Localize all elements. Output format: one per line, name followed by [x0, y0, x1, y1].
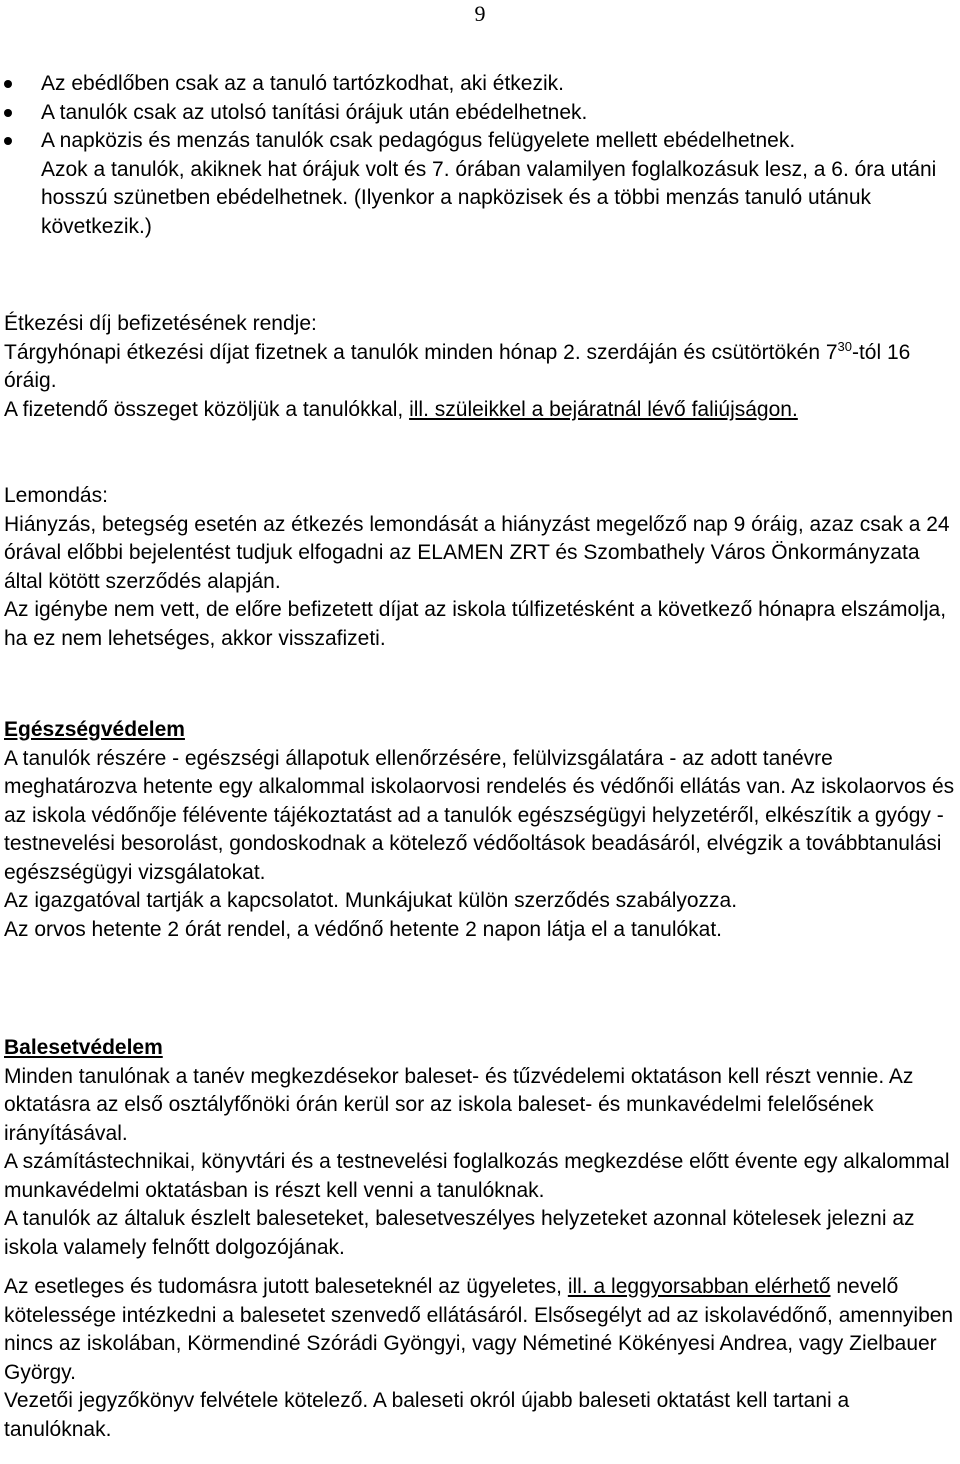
accident-report-paragraph: A tanulók az általuk észlelt baleseteket, balesetveszélyes helyzeteket azonnal kötelesek jelezni az iskola valamely felnőtt dolgozójának.: [4, 1207, 915, 1259]
payment-section: [4, 310, 957, 424]
health-schedule-paragraph: Az orvos hetente 2 órát rendel, a védőnő hetente 2 napon látja el a tanulókat.: [4, 917, 723, 941]
cancellation-section: [4, 482, 957, 653]
accident-yearly-paragraph: A számítástechnikai, könyvtári és a testnevelési foglalkozás megkezdése előtt évente egy alkalommal munkavédelmi oktatásban is részt kell venni a tanulóknak.: [4, 1150, 950, 1202]
first-aid-underlined-text: ill. a leggyorsabban elérhető: [567, 1275, 831, 1298]
page-number: 9: [474, 1, 486, 26]
list-item: [0, 156, 955, 242]
cancellation-paragraph: Hiányzás, betegség esetén az étkezés lemondását a hiányzást megelőző nap 9 óráig, azaz csak a 24 órával előbbi bejelentést tudjuk elfogadni az ELAMEN ZRT és Szombathely Város Önkormányzata által kötött szerződés alapján.: [4, 512, 950, 593]
notice-underlined-text: ill. szüleikkel a bejáratnál lévő faliújságon.: [409, 397, 798, 421]
cancellation-title: Lemondás:: [4, 484, 108, 507]
list-item: [0, 127, 955, 156]
list-item-text: A napközis és menzás tanulók csak pedagógus felügyelete mellett ebédelhetnek.: [41, 129, 796, 152]
bullet-icon: [4, 109, 12, 117]
list-item-text: A tanulók csak az utolsó tanítási órájuk után ebédelhetnek.: [41, 100, 588, 124]
first-aid-paragraph: Az esetleges és tudomásra jutott baleseteknél az ügyeletes, ill. a leggyorsabban elérhető nevelő kötelessége intézkedni a balesetet szenvedő ellátásáról. Elsősegélyt ad az iskolavédőnő, amennyiben nincs az iskolában, Körmendiné Szórádi Gyöngyi, vagy Németiné Kökényesi Andrea, vagy Zielbauer György.: [4, 1275, 954, 1384]
health-contact-paragraph: Az igazgatóval tartják a kapcsolatot. Munkájukat külön szerződés szabályozza.: [4, 889, 738, 912]
list-item-text: Azok a tanulók, akiknek hat órájuk volt és 7. órában valamilyen foglalkozásuk lesz, a 6. óra utáni hosszú szünetben ebédelhetnek. (Ilyenkor a napközisek és a többi menzás tanuló utánuk következik.): [41, 157, 937, 238]
list-item-text: Az ebédlőben csak az a tanuló tartózkodhat, aki étkezik.: [41, 72, 564, 95]
list-item: [0, 70, 955, 99]
protocol-paragraph: Vezetői jegyzőkönyv felvétele kötelező. A baleseti okról újabb baleseti oktatást kell tartani a tanulóknak.: [4, 1389, 850, 1441]
bullet-icon: [4, 80, 12, 88]
accident-section: [4, 1034, 957, 1444]
payment-notice: A fizetendő összeget közöljük a tanulókkal, ill. szüleikkel a bejáratnál lévő faliújságon.: [4, 397, 798, 421]
health-title: Egészségvédelem: [4, 718, 185, 741]
bullet-icon: [4, 137, 12, 145]
health-paragraph: A tanulók részére - egészségi állapotuk ellenőrzésére, felülvizsgálatára - az adott tanévre meghatározva hetente egy alkalommal iskolaorvosi rendelés és védőnői ellátás van. Az iskolaorvos és az iskola védőnője félévente tájékoztatást ad a tanulók egészségügyi helyzetéről, elkészítik a gyógy - testnevelési besorolást, gondoskodnak a kötelező védőoltások beadásáról, elvégzik a továbbtanulási egészségügyi vizsgálatokat.: [4, 746, 955, 884]
payment-title: Étkezési díj befizetésének rendje:: [4, 312, 317, 335]
list-item: [0, 99, 955, 128]
payment-schedule: Tárgyhónapi étkezési díjat fizetnek a tanulók minden hónap 2. szerdáján és csütörtökén $7^{30}$-tól 16 óráig.: [4, 338, 911, 392]
rules-list: [0, 70, 955, 241]
refund-paragraph: Az igénybe nem vett, de előre befizetett díjat az iskola túlfizetésként a következő hónapra elszámolja, ha ez nem lehetséges, akkor visszafizeti.: [4, 598, 947, 650]
accident-training-paragraph: Minden tanulónak a tanév megkezdésekor baleset- és tűzvédelemi oktatáson kell részt vennie. Az oktatásra az első osztályfőnöki órán kerül sor az iskola baleset- és munkavédelmi felelősének irányításával.: [4, 1064, 914, 1145]
accident-title: Balesetvédelem: [4, 1036, 163, 1059]
time-superscript: 30: [837, 338, 852, 354]
health-section: [4, 716, 957, 944]
